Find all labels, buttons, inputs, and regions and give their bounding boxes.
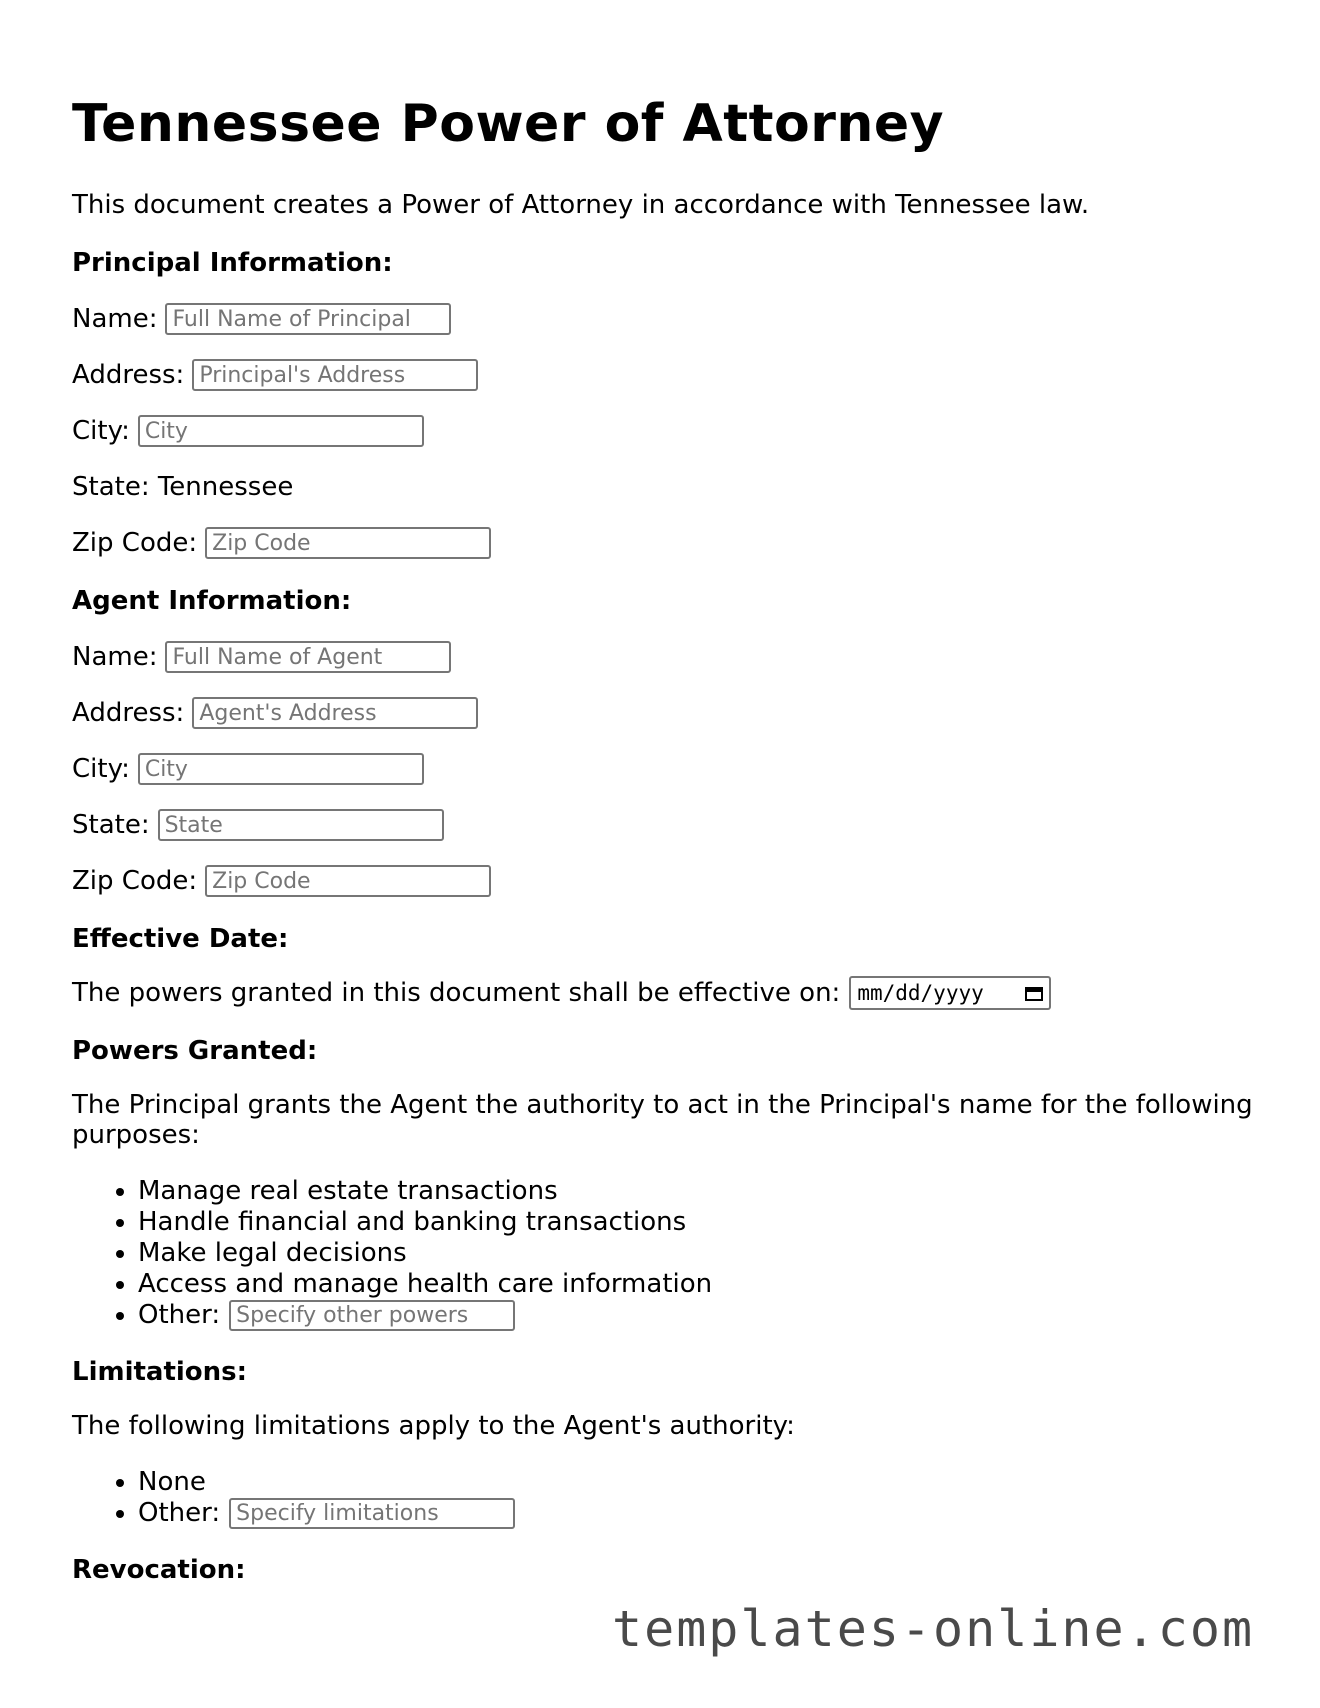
watermark: templates-online.com bbox=[612, 1600, 1255, 1658]
agent-state-input[interactable] bbox=[158, 809, 444, 841]
list-item: • Handle financial and banking transactions bbox=[138, 1207, 1262, 1238]
principal-state-row bbox=[72, 470, 1262, 504]
principal-name-label: Name: bbox=[72, 304, 158, 334]
intro-text: This document creates a Power of Attorney in accordance with Tennessee law. bbox=[72, 190, 1090, 220]
agent-city-label: City: bbox=[72, 754, 130, 784]
agent-name-row bbox=[72, 640, 1262, 674]
principal-city-label: City: bbox=[72, 416, 130, 446]
other-powers-label: • Other: bbox=[138, 1300, 221, 1330]
list-item: • Access and manage health care information bbox=[138, 1269, 1262, 1300]
principal-state-text: State: Tennessee bbox=[72, 472, 294, 502]
principal-name-row bbox=[72, 302, 1262, 336]
agent-state-label: State: bbox=[72, 810, 150, 840]
principal-address-label: Address: bbox=[72, 360, 185, 390]
limitations-list bbox=[72, 1467, 1262, 1529]
powers-list bbox=[72, 1176, 1262, 1331]
calendar-icon[interactable] bbox=[1025, 985, 1043, 1001]
effective-date-row bbox=[72, 976, 1262, 1010]
other-limitations-label: • Other: bbox=[138, 1498, 221, 1528]
page-title: Tennessee Power of Attorney bbox=[72, 94, 945, 154]
agent-state-row bbox=[72, 808, 1262, 842]
principal-city-input[interactable] bbox=[138, 415, 424, 447]
agent-address-row bbox=[72, 696, 1262, 730]
other-limitations-input[interactable] bbox=[229, 1498, 515, 1529]
agent-zip-label: Zip Code: bbox=[72, 866, 198, 896]
agent-zip-row bbox=[72, 864, 1262, 898]
principal-address-input[interactable] bbox=[192, 359, 478, 391]
agent-city-input[interactable] bbox=[138, 753, 424, 785]
principal-zip-row bbox=[72, 526, 1262, 560]
document bbox=[72, 88, 1262, 1587]
agent-address-input[interactable] bbox=[192, 697, 478, 729]
agent-city-row bbox=[72, 752, 1262, 786]
principal-address-row bbox=[72, 358, 1262, 392]
agent-name-input[interactable] bbox=[165, 641, 451, 673]
list-item-other-limitations bbox=[138, 1498, 1262, 1529]
other-powers-input[interactable] bbox=[229, 1300, 515, 1331]
agent-zip-input[interactable] bbox=[205, 865, 491, 897]
date-placeholder: mm/dd/yyyy bbox=[857, 981, 984, 1005]
principal-heading: Principal Information: bbox=[72, 248, 393, 278]
effective-date-input[interactable] bbox=[849, 976, 1051, 1010]
agent-name-label: Name: bbox=[72, 642, 158, 672]
powers-text: The Principal grants the Agent the authority to act in the Principal's name for the following purposes: bbox=[72, 1090, 1253, 1150]
list-item: • Manage real estate transactions bbox=[138, 1176, 1262, 1207]
limitations-heading: Limitations: bbox=[72, 1357, 248, 1387]
list-item-other-powers bbox=[138, 1300, 1262, 1331]
list-item: • None bbox=[138, 1467, 1262, 1498]
principal-zip-label: Zip Code: bbox=[72, 528, 198, 558]
revocation-heading: Revocation: bbox=[72, 1555, 246, 1585]
effective-date-heading: Effective Date: bbox=[72, 924, 289, 954]
list-item: • Make legal decisions bbox=[138, 1238, 1262, 1269]
effective-date-text: The powers granted in this document shall be effective on: bbox=[72, 978, 841, 1008]
agent-address-label: Address: bbox=[72, 698, 185, 728]
limitations-text: The following limitations apply to the Agent's authority: bbox=[72, 1411, 795, 1441]
principal-city-row bbox=[72, 414, 1262, 448]
principal-zip-input[interactable] bbox=[205, 527, 491, 559]
principal-name-input[interactable] bbox=[165, 303, 451, 335]
powers-heading: Powers Granted: bbox=[72, 1036, 318, 1066]
agent-heading: Agent Information: bbox=[72, 586, 352, 616]
